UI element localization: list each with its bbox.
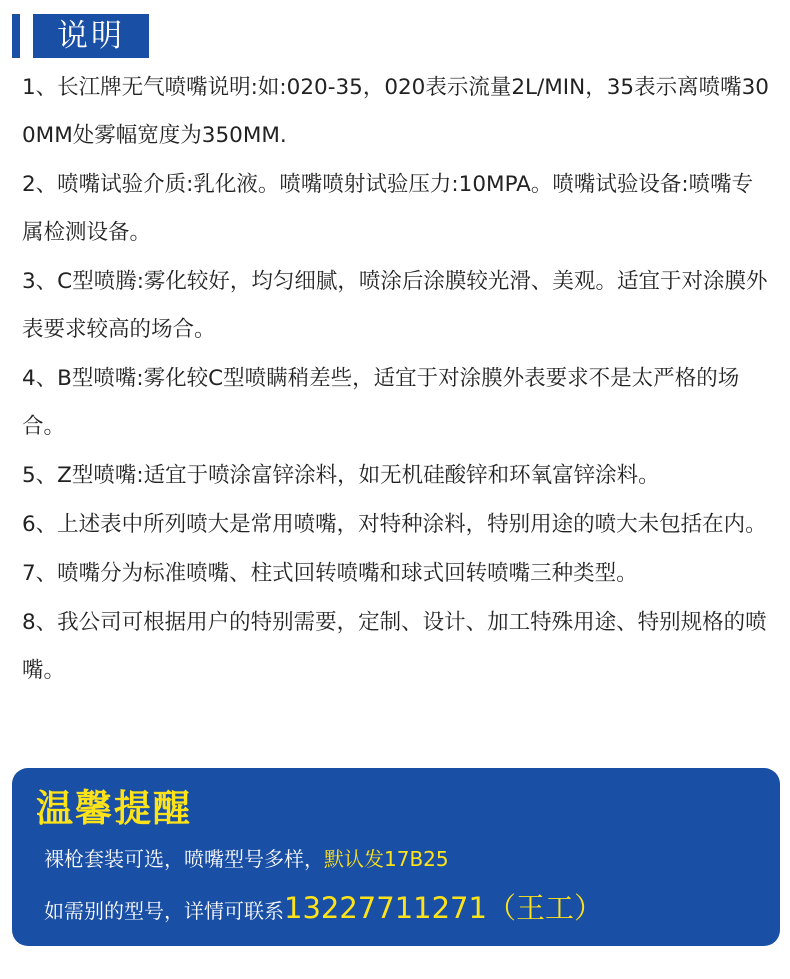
list-item: 1、长江牌无气喷嘴说明:如:020-35，020表示流量2L/MIN，35表示离喷嘴300MM处雾幅宽度为350MM.	[22, 75, 769, 148]
notice-line-contact	[44, 886, 603, 933]
contact-phone: 13227711271（王工）	[284, 891, 603, 925]
notice-options-text: 裸枪套装可选，喷嘴型号多样，	[44, 847, 324, 871]
list-item: 5、Z型喷嘴:适宜于喷涂富锌涂料，如无机硅酸锌和环氧富锌涂料。	[22, 463, 660, 488]
header-accent-bar	[12, 14, 20, 58]
section-title: 说明	[33, 14, 149, 58]
notice-panel	[12, 768, 780, 946]
notice-contact-text: 如需别的型号，详情可联系	[44, 899, 284, 923]
notice-default-model: 默认发17B25	[324, 847, 449, 871]
list-item: 2、喷嘴试验介质:乳化液。喷嘴喷射试验压力:10MPA。喷嘴试验设备:喷嘴专属检测设备。	[22, 172, 754, 245]
list-item: 8、我公司可根据用户的特别需要，定制、设计、加工特殊用途、特别规格的喷嘴。	[22, 610, 767, 683]
list-item: 6、上述表中所列喷大是常用喷嘴，对特种涂料，特别用途的喷大未包括在内。	[22, 512, 767, 537]
list-item: 7、喷嘴分为标准喷嘴、柱式回转喷嘴和球式回转喷嘴三种类型。	[22, 561, 638, 586]
notice-line-options	[44, 844, 449, 874]
description-list	[22, 64, 772, 696]
list-item: 3、C型喷腾:雾化较好，均匀细腻，喷涂后涂膜较光滑、美观。适宜于对涂膜外表要求较高的场合。	[22, 269, 768, 342]
notice-title: 温馨提醒	[36, 787, 192, 830]
list-item: 4、B型喷嘴:雾化较C型喷瞒稍差些，适宜于对涂膜外表要求不是太严格的场合。	[22, 366, 740, 439]
